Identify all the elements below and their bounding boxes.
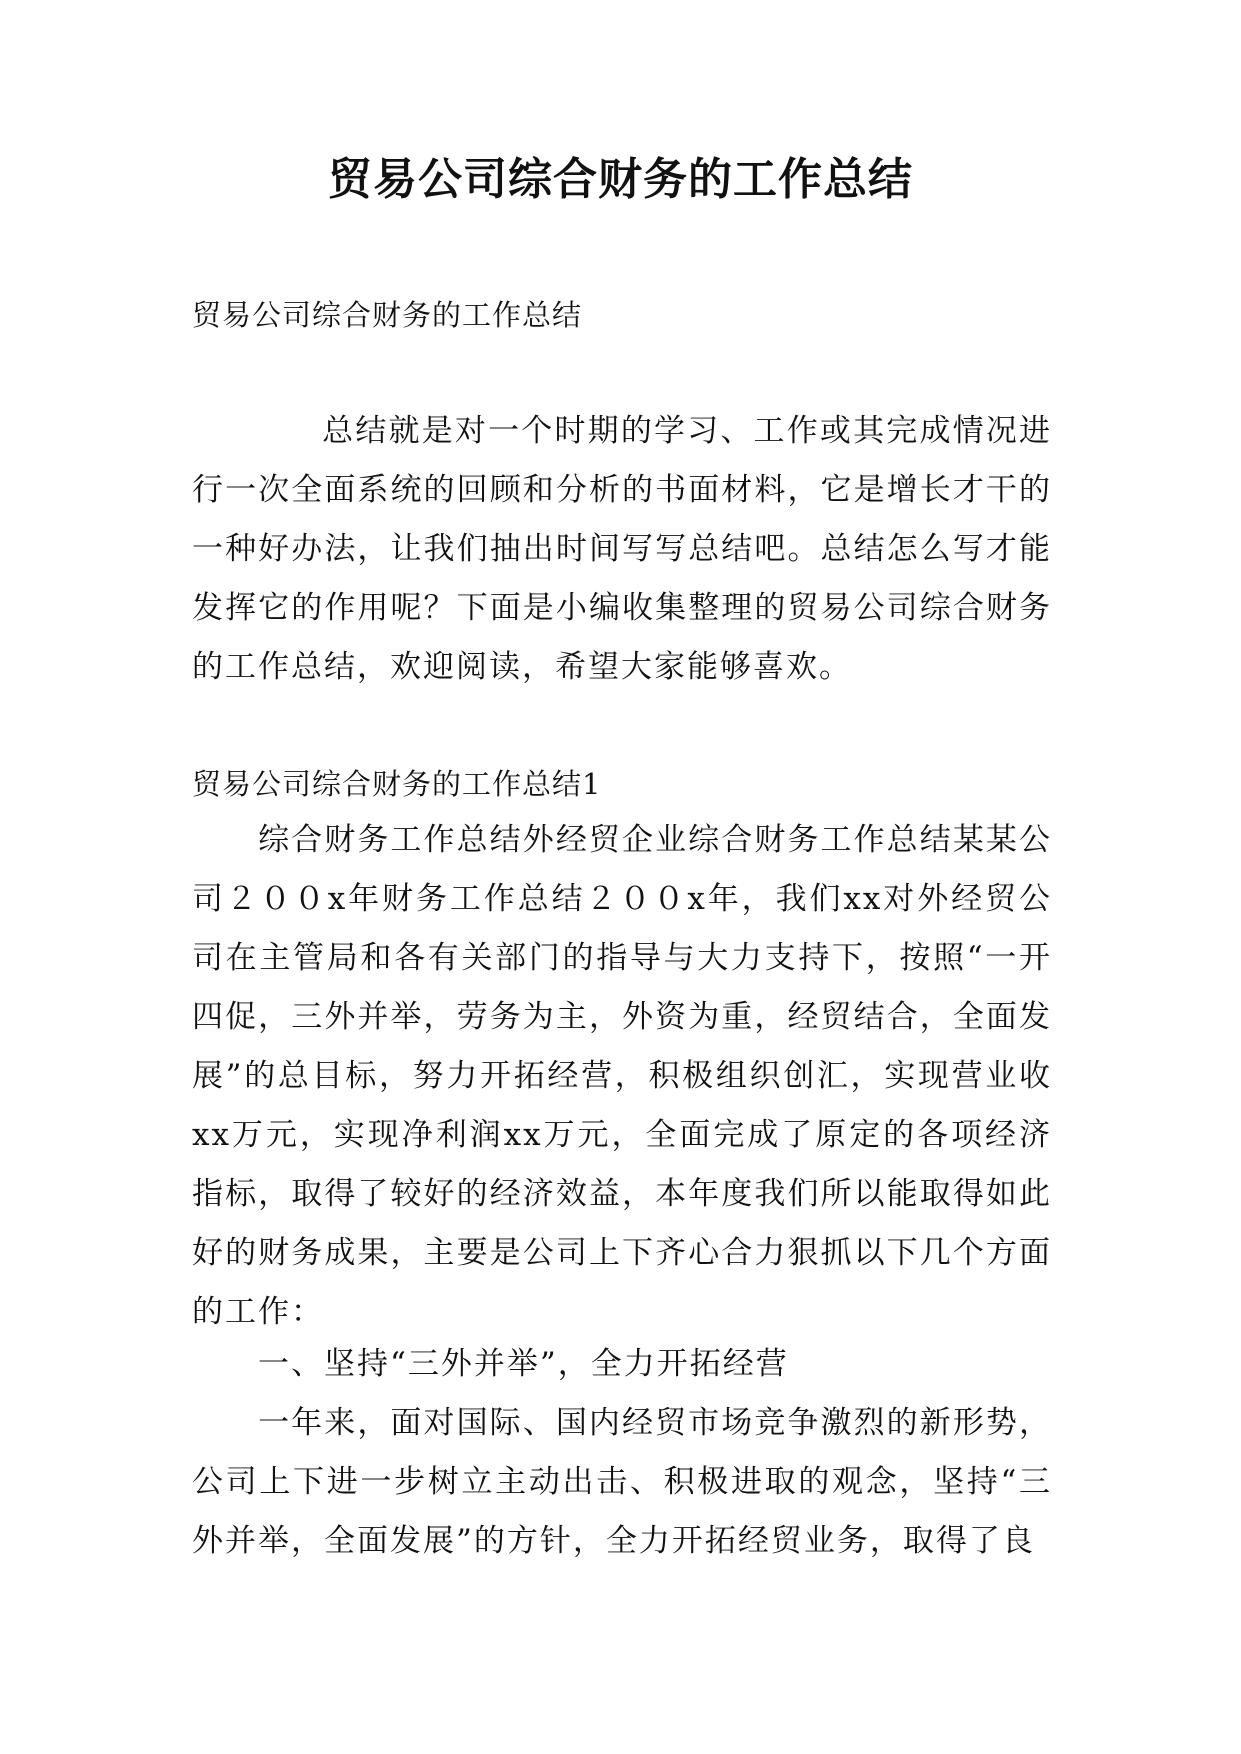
point-paragraph-text: 一年来，面对国际、国内经贸市场竞争激烈的新形势，公司上下进一步树立主动出击、积极进取的观念，坚持“三外并举，全面发展”的方针，全力开拓经贸业务，取得了良 [192,1405,1052,1559]
section-heading: 贸易公司综合财务的工作总结1 [192,767,602,801]
point-heading: 一、坚持“三外并举”，全力开拓经营 [258,1346,789,1382]
document-title: 贸易公司综合财务的工作总结 [328,154,913,205]
body-paragraph [192,811,1052,1342]
intro-text: 总结就是对一个时期的学习、工作或其完成情况进行一次全面系统的回顾和分析的书面材料，它是增长才干的一种好办法，让我们抽出时间写写总结吧。总结怎么写才能发挥它的作用呢？下面是小编收集整理的贸易公司综合财务的工作总结，欢迎阅读，希望大家能够喜欢。 [192,413,1052,685]
body-paragraph-text: 综合财务工作总结外经贸企业综合财务工作总结某某公司２００x年财务工作总结２００x年，我们xx对外经贸公司在主管局和各有关部门的指导与大力支持下，按照“一开四促，三外并举，劳务为主，外资为重，经贸结合，全面发展”的总目标，努力开拓经营，积极组织创汇，实现营业收xx万元，实现净利润xx万元，全面完成了原定的各项经济指标，取得了较好的经济效益，本年度我们所以能取得如此好的财务成果，主要是公司上下齐心合力狠抓以下几个方面的工作： [192,822,1052,1330]
document-subtitle: 贸易公司综合财务的工作总结 [192,298,583,332]
intro-paragraph [192,402,1052,697]
point-paragraph [192,1394,1052,1571]
